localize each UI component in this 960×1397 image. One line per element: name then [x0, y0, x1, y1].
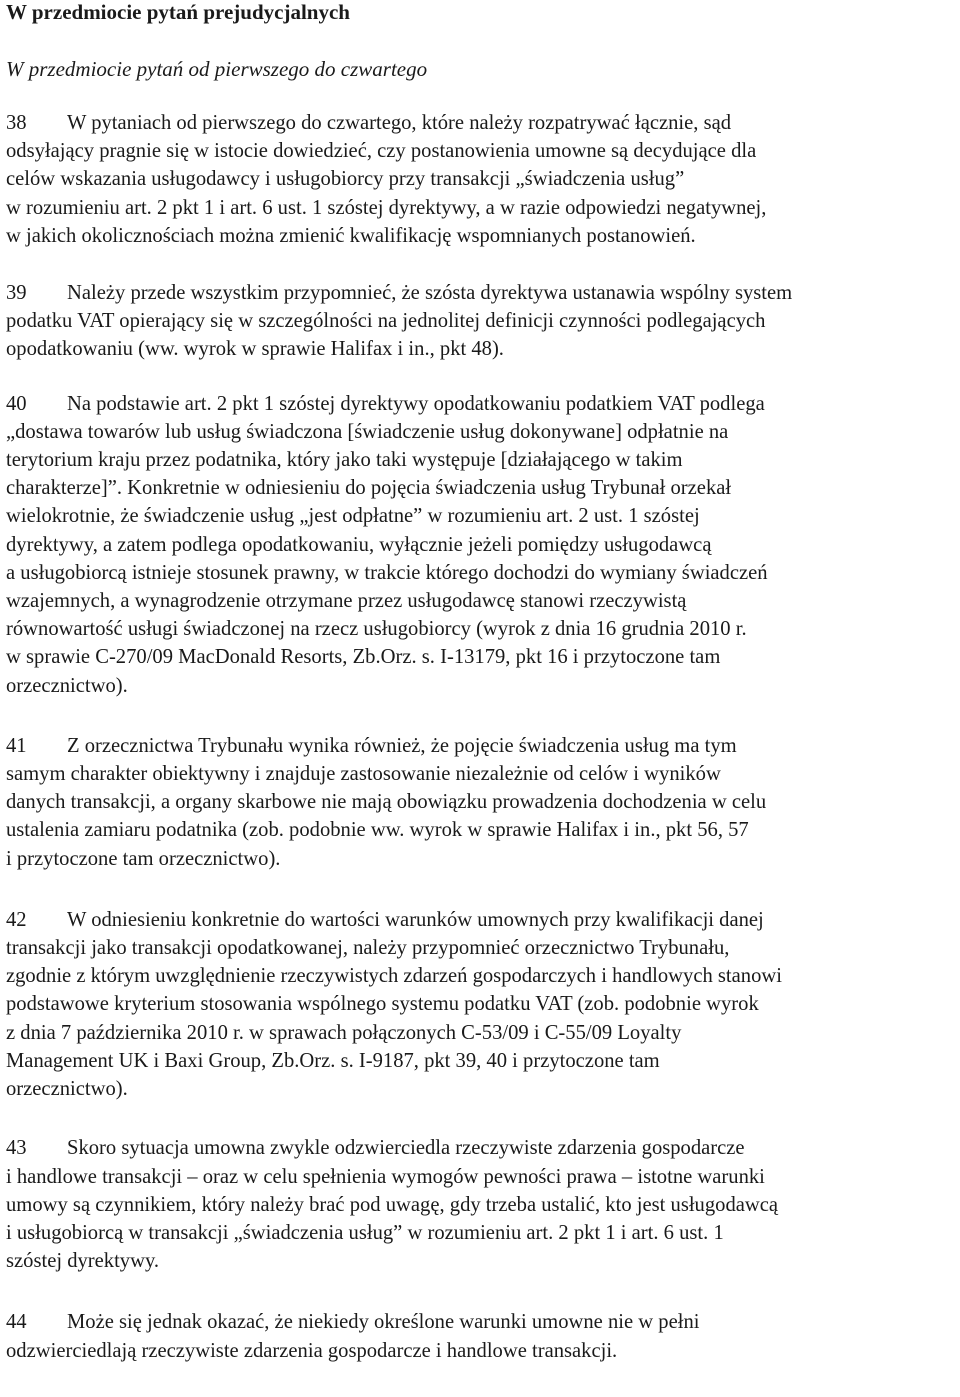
paragraph-text: opodatkowaniu (ww. wyrok w sprawie Halifax i in., pkt 48). [6, 338, 504, 361]
paragraph-line [6, 760, 956, 788]
paragraph-list [6, 109, 956, 1365]
paragraph [6, 109, 956, 250]
paragraph [6, 1308, 956, 1364]
paragraph-number: 42 [6, 908, 27, 931]
paragraph-text: dyrektywy, a zatem podlega opodatkowaniu, wyłącznie jeżeli pomiędzy usługodawcą [6, 533, 712, 556]
document-page [6, 0, 956, 1365]
paragraph [6, 390, 956, 700]
paragraph [6, 279, 956, 364]
paragraph-number: 43 [6, 1137, 27, 1160]
paragraph-line [6, 307, 956, 335]
paragraph-line [6, 587, 956, 615]
paragraph-text: podatku VAT opierający się w szczególności na jednolitej definicji czynności podlegających [6, 310, 766, 333]
paragraph-text: Na podstawie art. 2 pkt 1 szóstej dyrektywy opodatkowaniu podatkiem VAT podlega [67, 392, 765, 415]
paragraph-text: i przytoczone tam orzecznictwo). [6, 847, 281, 870]
paragraph-text: i handlowe transakcji – oraz w celu spełnienia wymogów pewności prawa – istotne warunki [6, 1165, 765, 1188]
paragraph-text: w rozumieniu art. 2 pkt 1 i art. 6 ust. 1 szóstej dyrektywy, a w razie odpowiedzi negatywnej, [6, 196, 767, 219]
paragraph-text: orzecznictwo). [6, 674, 128, 697]
paragraph-text: terytorium kraju przez podatnika, który jako taki występuje [działającego w takim [6, 449, 683, 472]
paragraph-line [6, 446, 956, 474]
paragraph-text: „dostawa towarów lub usług świadczona [świadczenie usług dokonywane] odpłatnie na [6, 420, 729, 443]
paragraph-line [6, 962, 956, 990]
paragraph-line [6, 788, 956, 816]
paragraph-line [6, 1191, 956, 1219]
paragraph-text: samym charakter obiektywny i znajduje zastosowanie niezależnie od celów i wyników [6, 763, 721, 786]
paragraph-text: równowartość usługi świadczonej na rzecz usługobiorcy (wyrok z dnia 16 grudnia 2010 r. [6, 618, 747, 641]
paragraph-line [6, 615, 956, 643]
paragraph-text: Skoro sytuacja umowna zwykle odzwierciedla rzeczywiste zdarzenia gospodarcze [67, 1137, 745, 1160]
paragraph-line [6, 418, 956, 446]
paragraph-line [6, 1163, 956, 1191]
paragraph-text: W odniesieniu konkretnie do wartości warunków umownych przy kwalifikacji danej [67, 908, 764, 931]
paragraph-number: 41 [6, 734, 27, 757]
paragraph-line [6, 934, 956, 962]
paragraph [6, 732, 956, 873]
paragraph-line [6, 531, 956, 559]
paragraph-line [6, 109, 956, 137]
paragraph-line [6, 502, 956, 530]
paragraph-text: a usługobiorcą istnieje stosunek prawny, w trakcie którego dochodzi do wymiany świadczeń [6, 561, 768, 584]
paragraph-text: w jakich okolicznościach można zmienić kwalifikację wspomnianych postanowień. [6, 224, 696, 247]
paragraph-text: odsyłający pragnie się w istocie dowiedzieć, czy postanowienia umowne są decydujące dla [6, 140, 757, 163]
paragraph-text: zgodnie z którym uwzględnienie rzeczywistych zdarzeń gospodarczych i handlowych stanowi [6, 965, 782, 988]
paragraph-number: 40 [6, 392, 27, 415]
paragraph [6, 906, 956, 1103]
paragraph-text: wielokrotnie, że świadczenie usług „jest odpłatne” w rozumieniu art. 2 ust. 1 szóstej [6, 505, 700, 528]
paragraph-text: podstawowe kryterium stosowania wspólnego systemu podatku VAT (zob. podobnie wyrok [6, 993, 759, 1016]
paragraph-text: orzecznictwo). [6, 1078, 128, 1101]
paragraph-line [6, 165, 956, 193]
paragraph-line [6, 335, 956, 363]
paragraph-line [6, 137, 956, 165]
paragraph-line [6, 1219, 956, 1247]
paragraph-text: wzajemnych, a wynagrodzenie otrzymane przez usługodawcę stanowi rzeczywistą [6, 590, 687, 613]
paragraph-text: szóstej dyrektywy. [6, 1250, 160, 1273]
paragraph-text: odzwierciedlają rzeczywiste zdarzenia gospodarcze i handlowe transakcji. [6, 1339, 618, 1362]
paragraph-number: 38 [6, 112, 27, 134]
paragraph-text: Należy przede wszystkim przypomnieć, że szósta dyrektywa ustanawia wspólny system [67, 282, 793, 305]
paragraph-line [6, 474, 956, 502]
paragraph-line [6, 732, 956, 760]
paragraph-text: w sprawie C-270/09 MacDonald Resorts, Zb.Orz. s. I-13179, pkt 16 i przytoczone tam [6, 646, 721, 669]
paragraph [6, 1134, 956, 1275]
paragraph-text: z dnia 7 października 2010 r. w sprawach połączonych C-53/09 i C-55/09 Loyalty [6, 1021, 682, 1044]
paragraph-line [6, 1134, 956, 1162]
paragraph-line [6, 816, 956, 844]
paragraph-text: Management UK i Baxi Group, Zb.Orz. s. I-9187, pkt 39, 40 i przytoczone tam [6, 1049, 660, 1072]
paragraph-line [6, 1247, 956, 1275]
paragraph-line [6, 1308, 956, 1336]
paragraph-line [6, 1047, 956, 1075]
paragraph-line [6, 672, 956, 700]
paragraph-text: danych transakcji, a organy skarbowe nie mają obowiązku prowadzenia dochodzenia w celu [6, 791, 767, 814]
section-heading: W przedmiocie pytań prejudycjalnych [6, 0, 350, 24]
paragraph-text: umowy są czynnikiem, który należy brać pod uwagę, gdy trzeba ustalić, kto jest usługodawcą [6, 1193, 779, 1216]
paragraph-line [6, 1337, 956, 1365]
paragraph-line [6, 906, 956, 934]
paragraph-line [6, 1075, 956, 1103]
paragraph-line [6, 990, 956, 1018]
section-subheading: W przedmiocie pytań od pierwszego do czwartego [6, 57, 428, 81]
paragraph-line [6, 643, 956, 671]
paragraph-text: Może się jednak okazać, że niekiedy określone warunki umowne nie w pełni [67, 1311, 700, 1334]
paragraph-line [6, 1019, 956, 1047]
paragraph-line [6, 222, 956, 250]
paragraph-text: W pytaniach od pierwszego do czwartego, które należy rozpatrywać łącznie, sąd [67, 112, 732, 134]
paragraph-line [6, 279, 956, 307]
paragraph-text: i usługobiorcą w transakcji „świadczenia usług” w rozumieniu art. 2 pkt 1 i art. 6 ust. 1 [6, 1221, 724, 1244]
paragraph-text: transakcji jako transakcji opodatkowanej, należy przypomnieć orzecznictwo Trybunału, [6, 937, 730, 960]
paragraph-text: celów wskazania usługodawcy i usługobiorcy przy transakcji „świadczenia usług” [6, 168, 685, 191]
paragraph-text: charakterze]”. Konkretnie w odniesieniu do pojęcia świadczenia usług Trybunał orzekał [6, 477, 732, 500]
paragraph-line [6, 845, 956, 873]
paragraph-text: Z orzecznictwa Trybunału wynika również, że pojęcie świadczenia usług ma tym [67, 734, 737, 757]
paragraph-text: ustalenia zamiaru podatnika (zob. podobnie ww. wyrok w sprawie Halifax i in., pkt 56, 57 [6, 819, 749, 842]
paragraph-number: 44 [6, 1311, 27, 1334]
paragraph-line [6, 390, 956, 418]
paragraph-number: 39 [6, 282, 27, 305]
paragraph-line [6, 559, 956, 587]
paragraph-line [6, 194, 956, 222]
